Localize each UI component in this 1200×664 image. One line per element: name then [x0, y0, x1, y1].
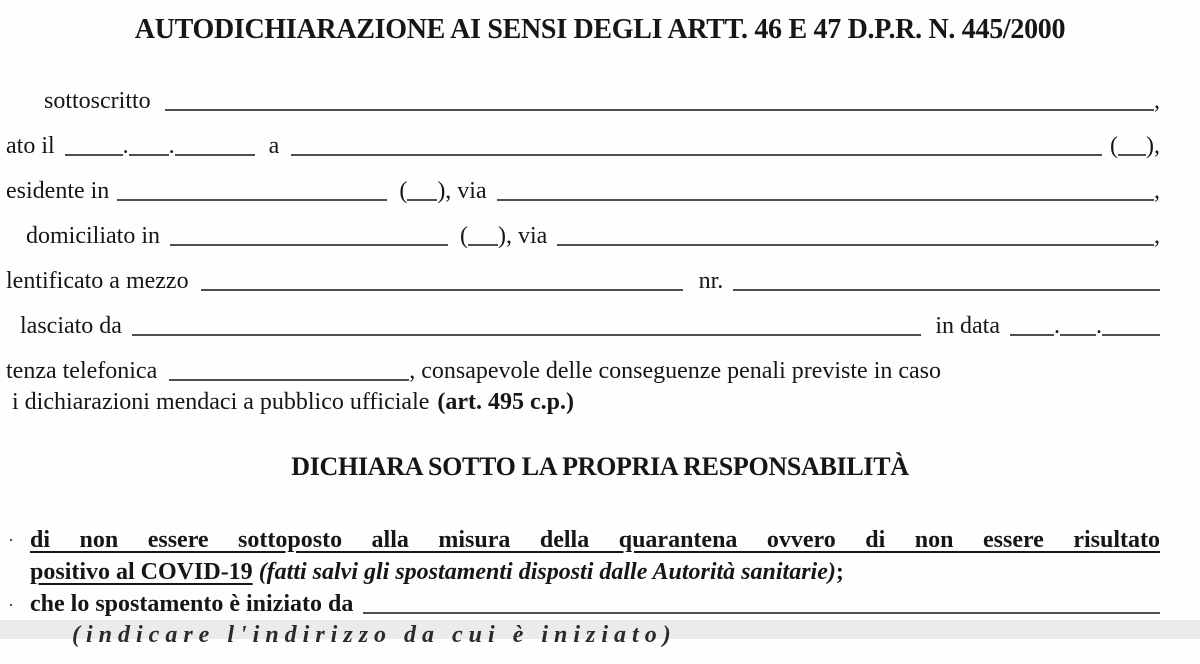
spacer	[55, 152, 65, 153]
form-text: tenza telefonica	[6, 358, 158, 384]
spacer	[387, 197, 399, 198]
form-text: a	[268, 133, 280, 159]
spacer	[109, 197, 117, 198]
spacer	[683, 287, 699, 288]
blank-field	[733, 269, 1160, 291]
form-text: (art. 495 c.p.)	[437, 389, 575, 415]
spacer	[1000, 332, 1010, 333]
bullet1-line2-bold: positivo al COVID-19	[30, 559, 253, 585]
spacer	[547, 242, 557, 243]
form-text: ,	[1154, 178, 1160, 204]
line-identificato	[0, 266, 1160, 311]
blank-field	[1102, 314, 1160, 336]
spacer	[151, 107, 165, 108]
form-text: ,	[1154, 88, 1160, 114]
blank-field	[165, 89, 1154, 111]
form-text: in data	[935, 313, 1000, 339]
form-text: i dichiarazioni mendaci a pubblico ufficiale	[12, 389, 430, 415]
form-text: .	[168, 133, 175, 159]
spacer	[723, 287, 733, 288]
form-text: (	[399, 178, 408, 204]
form-text: (	[459, 223, 468, 249]
form-text: ), via	[437, 178, 487, 204]
form-text: ),	[1146, 133, 1160, 159]
line-dichiarazioni-mendaci	[0, 389, 1160, 434]
blank-field	[201, 269, 683, 291]
spacer	[487, 197, 497, 198]
section-heading: DICHIARA SOTTO LA PROPRIA RESPONSABILITÀ	[291, 452, 909, 481]
line-sottoscritto	[0, 86, 1160, 131]
spacer	[157, 377, 169, 378]
blank-field	[132, 314, 921, 336]
blank-field	[65, 134, 123, 156]
form-text: (	[1110, 133, 1118, 159]
line-nato-il	[0, 131, 1160, 176]
line-domiciliato	[0, 221, 1160, 266]
spacer	[189, 287, 201, 288]
bullet1-line2-end: ;	[835, 559, 844, 585]
form-text: .	[122, 133, 129, 159]
spacer	[1102, 152, 1110, 153]
line-residente	[0, 176, 1160, 221]
blank-field	[170, 224, 448, 246]
form-text: lentificato a mezzo	[6, 268, 189, 294]
blank-field	[468, 224, 498, 246]
spacer	[429, 408, 437, 409]
spacer	[255, 152, 269, 153]
form-text: .	[1096, 313, 1102, 339]
blank-field	[497, 179, 1154, 201]
bullet1-text	[30, 524, 1160, 588]
blank-field	[407, 179, 437, 201]
bullet-marker: ·	[8, 595, 14, 615]
blank-field	[363, 592, 1160, 614]
blank-field	[175, 134, 255, 156]
form-fill-in-lines	[0, 86, 1160, 434]
form-text: sottoscritto	[44, 88, 151, 114]
bullet-item-quarantena	[8, 524, 1160, 588]
blank-field	[169, 359, 409, 381]
spacer	[122, 332, 132, 333]
spacer	[448, 242, 460, 243]
blank-field	[1060, 314, 1096, 336]
blank-field	[117, 179, 387, 201]
bullet1-line1: di non essere sottoposto alla misura della quarantena ovvero di non essere risultato	[30, 527, 1160, 553]
blank-field	[129, 134, 169, 156]
blank-field	[1118, 134, 1146, 156]
bullet2-text: che lo spostamento è iniziato da	[30, 591, 354, 617]
spacer	[160, 242, 170, 243]
form-text: lasciato da	[20, 313, 122, 339]
blank-field	[291, 134, 1102, 156]
form-text: , consapevole delle conseguenze penali previste in caso	[409, 358, 942, 384]
form-text: esidente in	[6, 178, 110, 204]
form-text: .	[1054, 313, 1060, 339]
declaration-list	[8, 524, 1160, 621]
blank-field	[1010, 314, 1054, 336]
bullet-item-spostamento	[8, 588, 1160, 621]
cropped-partial-text-line	[72, 622, 1092, 633]
bullet1-line2-italic: (fatti salvi gli spostamenti disposti dalle Autorità sanitarie)	[252, 559, 836, 585]
line-rilasciato	[0, 311, 1160, 356]
form-text: domiciliato in	[26, 223, 160, 249]
spacer	[279, 152, 291, 153]
form-text: ), via	[497, 223, 548, 249]
blank-field	[557, 224, 1154, 246]
form-text: ,	[1154, 223, 1160, 249]
bullet1-line2	[30, 556, 1160, 588]
form-text: ato il	[6, 133, 55, 159]
form-text: nr.	[698, 268, 724, 294]
bullet-marker: ·	[8, 530, 14, 550]
document-title: AUTODICHIARAZIONE AI SENSI DEGLI ARTT. 46 E 47 D.P.R. N. 445/2000	[134, 14, 1066, 45]
spacer	[921, 332, 935, 333]
